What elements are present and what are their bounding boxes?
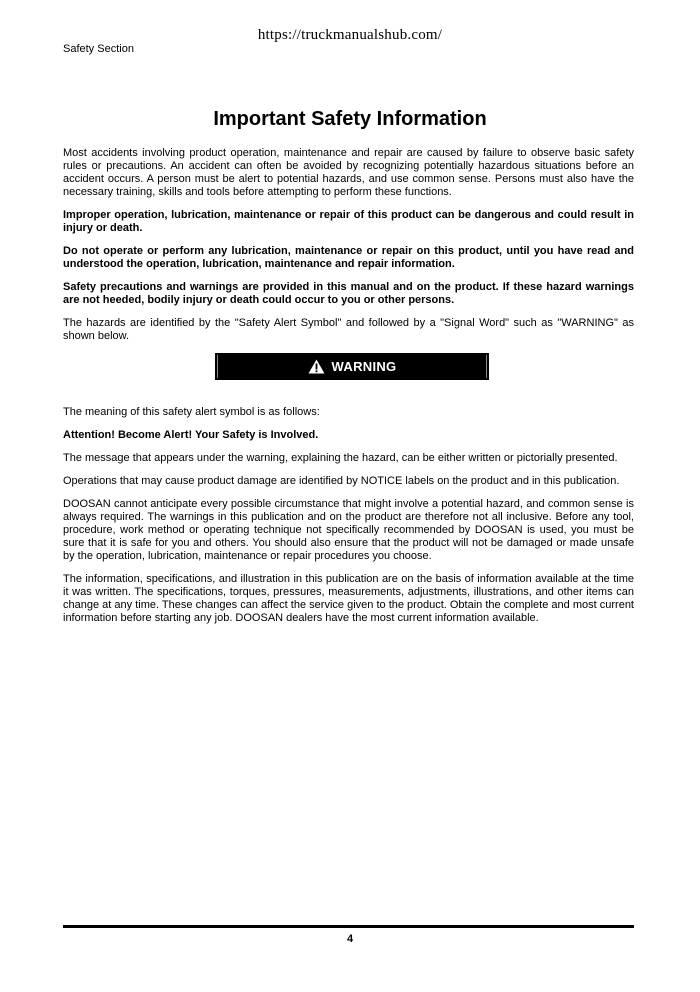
warning-triangle-icon bbox=[308, 359, 325, 374]
page-title: Important Safety Information bbox=[213, 108, 487, 130]
paragraph-danger: Improper operation, lubrication, maintenance or repair of this product can be dangerous and could result in injury or death. bbox=[63, 209, 634, 234]
paragraph-symbol-meaning: The meaning of this safety alert symbol is as follows: bbox=[63, 406, 320, 418]
source-url: https://truckmanualshub.com/ bbox=[257, 27, 443, 43]
paragraph-notice: Operations that may cause product damage are identified by NOTICE labels on the product and in this publication. bbox=[63, 475, 620, 487]
section-label: Safety Section bbox=[63, 43, 134, 55]
warning-banner bbox=[215, 353, 489, 380]
footer-rule bbox=[63, 925, 634, 928]
paragraph-precautions: Safety precautions and warnings are provided in this manual and on the product. If these hazard warnings are not heeded, bodily injury or death could occur to you or other persons. bbox=[63, 281, 634, 306]
body-content bbox=[63, 147, 634, 635]
warning-label: WARNING bbox=[331, 359, 397, 374]
paragraph-hazard-identification: The hazards are identified by the "Safety Alert Symbol" and followed by a "Signal Word" such as "WARNING" as shown below. bbox=[63, 317, 634, 342]
page-number: 4 bbox=[346, 933, 354, 945]
paragraph-intro: Most accidents involving product operation, maintenance and repair are caused by failure to observe basic safety rules or precautions. An accident can often be avoided by recognizing potentially hazardous situations before an accident occurs. A person must be alert to potential hazards, and use common sense. Persons must also have the necessary training, skills and tools before attempting to perform these functions. bbox=[63, 147, 634, 198]
paragraph-attention: Attention! Become Alert! Your Safety is Involved. bbox=[63, 429, 319, 441]
paragraph-message: The message that appears under the warning, explaining the hazard, can be either written or pictorially presented. bbox=[63, 452, 618, 464]
paragraph-do-not-operate: Do not operate or perform any lubrication, maintenance or repair on this product, until you have read and understood the operation, lubrication, maintenance and repair information. bbox=[63, 245, 634, 270]
paragraph-doosan-disclaimer: DOOSAN cannot anticipate every possible circumstance that might involve a potential hazard, and common sense is always required. The warnings in this publication and on the product are therefore not all inclusive. Before any tool, procedure, work method or operating technique not specifically recommended by DOOSAN is used, you must be sure that it is safe for you and others. You should also ensure that the product will not be damaged or made unsafe by the operation, lubrication, maintenance or repair procedures you choose. bbox=[63, 498, 634, 562]
paragraph-information: The information, specifications, and illustration in this publication are on the basis of information available at the time it was written. The specifications, torques, pressures, measurements, adjustments, illustrations, and other items can change at any time. These changes can affect the service given to the product. Obtain the complete and most current information before starting any job. DOOSAN dealers have the most current information available. bbox=[63, 573, 634, 624]
